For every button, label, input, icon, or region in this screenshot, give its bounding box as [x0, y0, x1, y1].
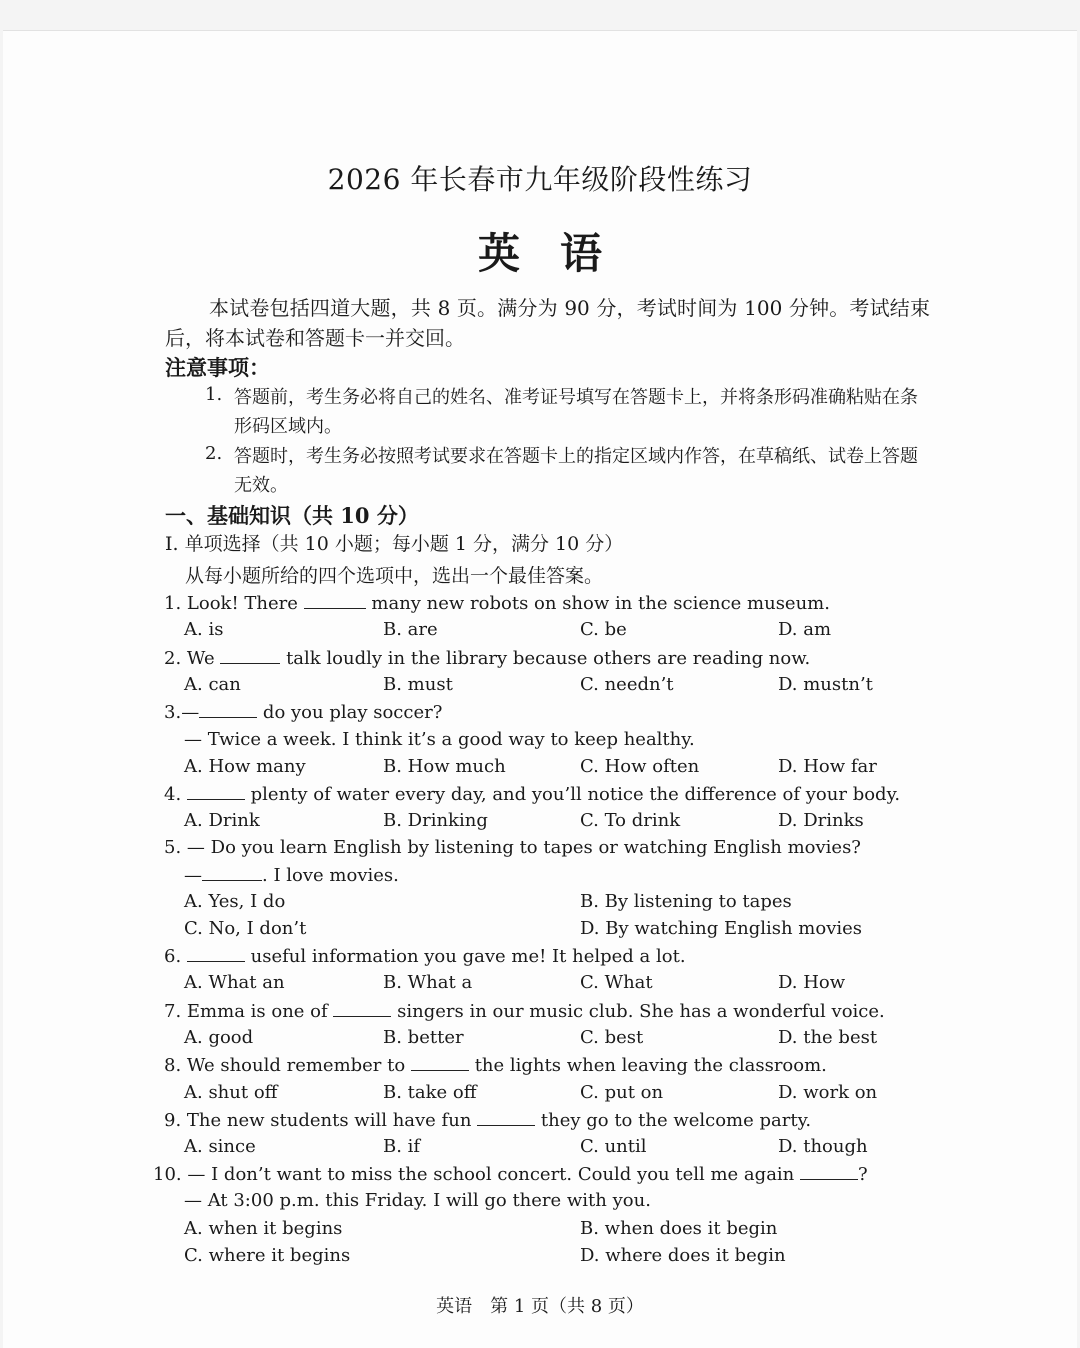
- option-d: D. How far: [778, 756, 877, 777]
- question-stem-pre: — Do you learn English by listening to tapes or watching English movies?: [186, 837, 861, 858]
- option-c: C. until: [580, 1136, 647, 1157]
- option-a: A. when it begins: [184, 1218, 343, 1239]
- option-c: C. How often: [580, 756, 700, 777]
- answer-blank: [187, 783, 245, 800]
- option-b: B. How much: [383, 756, 506, 777]
- question-3: [164, 701, 442, 723]
- option-d: D. where does it begin: [580, 1245, 786, 1266]
- answer-blank: [199, 701, 257, 718]
- notice-item: 答题前，考生务必将自己的姓名、准考证号填写在答题卡上，并将条形码准确粘贴在条形码区域内。: [234, 387, 918, 437]
- option-c: C. needn’t: [580, 674, 674, 695]
- section-heading: 一、基础知识（共 10 分）: [165, 503, 419, 528]
- question-stem-post: do you play soccer?: [262, 702, 443, 723]
- answer-blank: [304, 592, 366, 609]
- question-10: [153, 1163, 868, 1185]
- option-c: C. best: [580, 1027, 644, 1048]
- question-number: 3.: [164, 702, 182, 723]
- option-b: B. if: [383, 1136, 421, 1157]
- question-number: 9.: [164, 1110, 182, 1131]
- option-a: A. How many: [184, 756, 306, 777]
- question-number: 6.: [164, 946, 182, 967]
- question-reply: [184, 864, 399, 886]
- question-9: [164, 1109, 811, 1131]
- option-d: D. Drinks: [778, 810, 864, 831]
- answer-blank: [411, 1054, 469, 1071]
- answer-blank: [187, 945, 245, 962]
- question-number: 7.: [164, 1001, 182, 1022]
- question-6: [164, 945, 686, 967]
- notice-item: 答题时，考生务必按照考试要求在答题卡上的指定区域内作答，在草稿纸、试卷上答题无效。: [234, 446, 918, 496]
- question-stem-post: the lights when leaving the classroom.: [474, 1055, 827, 1076]
- option-d: D. though: [778, 1136, 868, 1157]
- option-c: C. put on: [580, 1082, 664, 1103]
- question-stem-post: useful information you gave me! It helped a lot.: [250, 946, 686, 967]
- option-d: D. mustn’t: [778, 674, 873, 695]
- question-1: [164, 592, 830, 614]
- option-b: B. must: [383, 674, 453, 695]
- notice-heading: 注意事项：: [165, 355, 270, 380]
- option-b: B. when does it begin: [580, 1218, 778, 1239]
- option-c: C. where it begins: [184, 1245, 351, 1266]
- question-7: [164, 1000, 885, 1022]
- reply-dash: —: [184, 865, 202, 886]
- answer-blank: [220, 647, 280, 664]
- question-number: 1.: [164, 593, 182, 614]
- option-a: A. good: [184, 1027, 254, 1048]
- option-a: A. Yes, I do: [184, 891, 286, 912]
- option-a: A. since: [184, 1136, 256, 1157]
- intro-paragraph: 本试卷包括四道大题，共 8 页。满分为 90 分，考试时间为 100 分钟。考试结束后，将本试卷和答题卡一并交回。: [165, 296, 930, 350]
- question-reply: — Twice a week. I think it’s a good way to keep healthy.: [184, 729, 695, 750]
- answer-blank: [202, 864, 262, 881]
- option-a: A. What an: [184, 972, 285, 993]
- question-stem-post: singers in our music club. She has a wonderful voice.: [397, 1001, 885, 1022]
- question-8: [164, 1054, 827, 1076]
- question-number: 8.: [164, 1055, 182, 1076]
- option-a: A. is: [184, 619, 224, 640]
- option-b: B. are: [383, 619, 438, 640]
- option-c: C. be: [580, 619, 627, 640]
- option-b: B. take off: [383, 1082, 477, 1103]
- option-c: C. To drink: [580, 810, 681, 831]
- question-stem-pre: —: [181, 702, 200, 723]
- question-stem-post: plenty of water every day, and you’ll notice the difference of your body.: [250, 784, 901, 805]
- answer-blank: [800, 1163, 858, 1180]
- option-a: A. shut off: [184, 1082, 278, 1103]
- question-stem-pre: Emma is one of: [186, 1001, 328, 1022]
- option-d: D. How: [778, 972, 846, 993]
- question-number: 10.: [153, 1164, 182, 1185]
- answer-blank: [333, 1000, 391, 1017]
- question-number: 4.: [164, 784, 182, 805]
- option-d: D. the best: [778, 1027, 878, 1048]
- option-a: A. Drink: [184, 810, 260, 831]
- question-stem-pre: We: [186, 648, 215, 669]
- question-4: [164, 783, 900, 805]
- option-b: B. What a: [383, 972, 473, 993]
- question-stem-pre: Look! There: [186, 593, 298, 614]
- page-footer: 英语 第 1 页（共 8 页）: [436, 1296, 644, 1317]
- option-b: B. By listening to tapes: [580, 891, 792, 912]
- option-b: B. Drinking: [383, 810, 488, 831]
- question-stem-post: they go to the welcome party.: [540, 1110, 812, 1131]
- question-5: [164, 837, 861, 858]
- part-heading: I. 单项选择（共 10 小题；每小题 1 分，满分 10 分）: [165, 533, 624, 555]
- question-reply: — At 3:00 p.m. this Friday. I will go there with you.: [184, 1190, 651, 1211]
- part-instruction: 从每小题所给的四个选项中，选出一个最佳答案。: [185, 565, 604, 587]
- notice-item-number: 2.: [205, 443, 223, 464]
- option-c: C. What: [580, 972, 653, 993]
- reply-text: . I love movies.: [262, 865, 399, 886]
- option-d: D. am: [778, 619, 832, 640]
- option-b: B. better: [383, 1027, 464, 1048]
- question-stem-post: talk loudly in the library because others are reading now.: [286, 648, 811, 669]
- question-stem-pre: The new students will have fun: [186, 1110, 472, 1131]
- option-c: C. No, I don’t: [184, 918, 307, 939]
- question-stem-post: many new robots on show in the science museum.: [371, 593, 830, 614]
- question-stem-pre: We should remember to: [186, 1055, 406, 1076]
- answer-blank: [477, 1109, 535, 1126]
- option-d: D. By watching English movies: [580, 918, 863, 939]
- subject-title: 英语: [477, 229, 642, 278]
- exam-title: 2026 年长春市九年级阶段性练习: [327, 163, 753, 196]
- question-number: 5.: [164, 837, 182, 858]
- question-stem-post: ?: [858, 1164, 868, 1185]
- question-number: 2.: [164, 648, 182, 669]
- question-2: [164, 647, 810, 669]
- option-a: A. can: [184, 674, 241, 695]
- question-stem-pre: — I don’t want to miss the school concert. Could you tell me again: [187, 1164, 795, 1185]
- option-d: D. work on: [778, 1082, 878, 1103]
- notice-item-number: 1.: [205, 384, 223, 405]
